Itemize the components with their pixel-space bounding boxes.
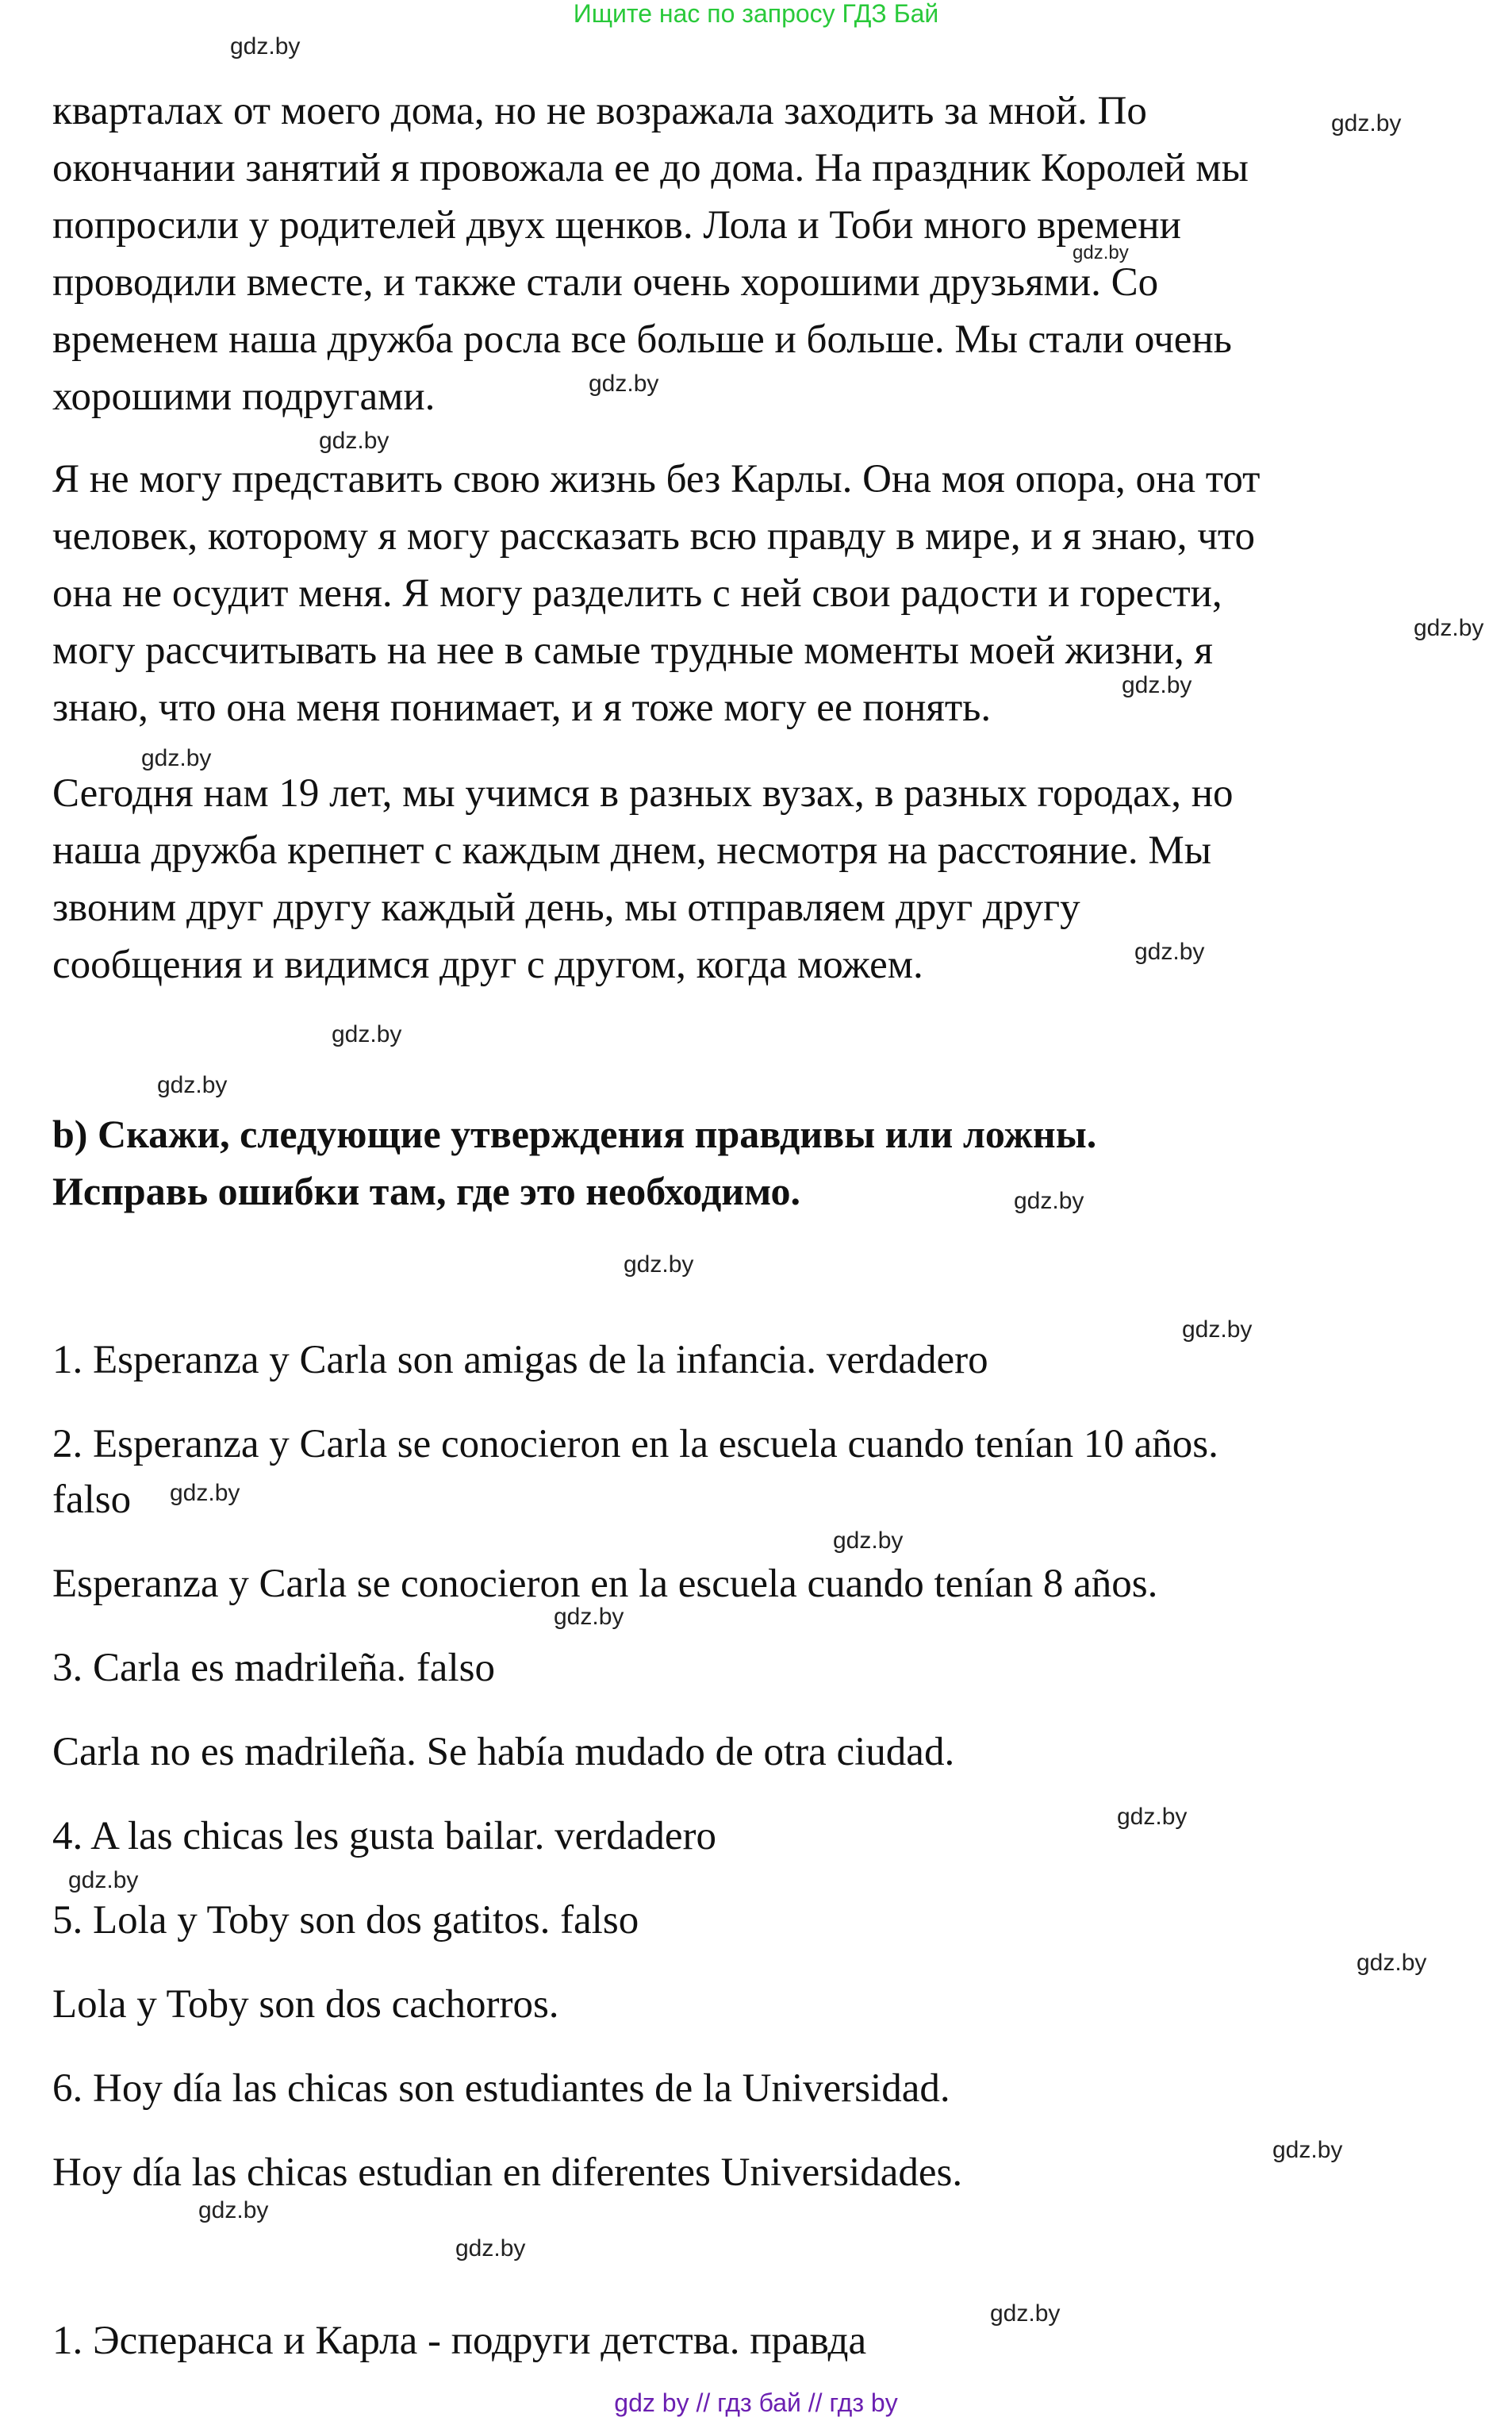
text-line: попросили у родителей двух щенков. Лола и Тоби много времени bbox=[52, 203, 1181, 248]
watermark: gdz.by bbox=[1182, 1316, 1253, 1343]
text-line: кварталах от моего дома, но не возражала заходить за мной. По bbox=[52, 89, 1147, 133]
text-line: Сегодня нам 19 лет, мы учимся в разных вузах, в разных городах, но bbox=[52, 771, 1234, 816]
watermark: gdz.by bbox=[332, 1021, 402, 1047]
answer-line: 2. Esperanza y Carla se conocieron en la escuela cuando tenían 10 años. bbox=[52, 1422, 1218, 1466]
watermark: gdz.by bbox=[455, 2235, 526, 2262]
watermark: gdz.by bbox=[833, 1528, 904, 1554]
answer-line: falso bbox=[52, 1478, 132, 1522]
text-line: сообщения и видимся друг с другом, когда можем. bbox=[52, 943, 923, 987]
watermark: gdz.by bbox=[1331, 110, 1402, 136]
footer-site-links[interactable]: gdz by // гдз бай // гдз by bbox=[614, 2388, 898, 2417]
watermark: gdz.by bbox=[1014, 1188, 1084, 1214]
answer-line: Carla no es madrileña. Se había mudado de otra ciudad. bbox=[52, 1730, 955, 1774]
answer-line: 5. Lola y Toby son dos gatitos. falso bbox=[52, 1898, 639, 1943]
answer-line: Lola y Toby son dos cachorros. bbox=[52, 1982, 559, 2027]
watermark: gdz.by bbox=[589, 371, 659, 397]
answer-line: 1. Esperanza y Carla son amigas de la infancia. verdadero bbox=[52, 1338, 988, 1382]
watermark: gdz.by bbox=[1073, 242, 1129, 263]
watermark: gdz.by bbox=[1134, 939, 1205, 965]
text-line: наша дружба крепнет с каждым днем, несмотря на расстояние. Мы bbox=[52, 828, 1211, 873]
text-line: временем наша дружба росла все больше и больше. Мы стали очень bbox=[52, 317, 1232, 362]
watermark: gdz.by bbox=[624, 1251, 694, 1278]
watermark: gdz.by bbox=[990, 2300, 1061, 2327]
text-line: человек, которому я могу рассказать всю правду в мире, и я знаю, что bbox=[52, 514, 1256, 559]
text-line: Я не могу представить свою жизнь без Карлы. Она моя опора, она тот bbox=[52, 457, 1261, 501]
answer-line: Hoy día las chicas estudian en diferentes Universidades. bbox=[52, 2150, 963, 2195]
task-heading: Исправь ошибки там, где это необходимо. bbox=[52, 1169, 800, 1213]
watermark: gdz.by bbox=[1272, 2137, 1343, 2163]
text-line: окончании занятий я провожала ее до дома. На праздник Королей мы bbox=[52, 146, 1249, 190]
watermark: gdz.by bbox=[157, 1072, 228, 1098]
watermark: gdz.by bbox=[230, 33, 301, 60]
watermark: gdz.by bbox=[170, 1480, 240, 1506]
text-line: хорошими подругами. bbox=[52, 375, 436, 419]
text-line: знаю, что она меня понимает, и я тоже могу ее понять. bbox=[52, 686, 992, 730]
answer-line: Esperanza y Carla se conocieron en la escuela cuando tenían 8 años. bbox=[52, 1562, 1158, 1606]
watermark: gdz.by bbox=[198, 2197, 269, 2223]
watermark: gdz.by bbox=[1122, 672, 1192, 698]
watermark: gdz.by bbox=[141, 745, 212, 771]
answer-line: 4. A las chicas les gusta bailar. verdadero bbox=[52, 1814, 716, 1858]
text-line: она не осудит меня. Я могу разделить с ней свои радости и горести, bbox=[52, 571, 1222, 616]
translation-line: 1. Эсперанса и Карла - подруги детства. правда bbox=[52, 2319, 867, 2363]
watermark: gdz.by bbox=[554, 1604, 624, 1630]
task-heading: b) Скажи, следующие утверждения правдивы или ложны. bbox=[52, 1112, 1097, 1156]
watermark: gdz.by bbox=[1357, 1950, 1427, 1976]
search-hint-banner: Ищите нас по запросу ГДЗ Бай bbox=[573, 0, 939, 28]
text-line: звоним друг другу каждый день, мы отправляем друг другу bbox=[52, 886, 1080, 930]
watermark: gdz.by bbox=[319, 428, 390, 454]
watermark: gdz.by bbox=[68, 1867, 139, 1893]
text-line: проводили вместе, и также стали очень хорошими друзьями. Со bbox=[52, 260, 1159, 305]
watermark: gdz.by bbox=[1117, 1804, 1188, 1830]
text-line: могу рассчитывать на нее в самые трудные моменты моей жизни, я bbox=[52, 628, 1214, 673]
answer-line: 6. Hoy día las chicas son estudiantes de la Universidad. bbox=[52, 2066, 950, 2111]
answer-line: 3. Carla es madrileña. falso bbox=[52, 1646, 495, 1690]
watermark: gdz.by bbox=[1414, 615, 1484, 641]
